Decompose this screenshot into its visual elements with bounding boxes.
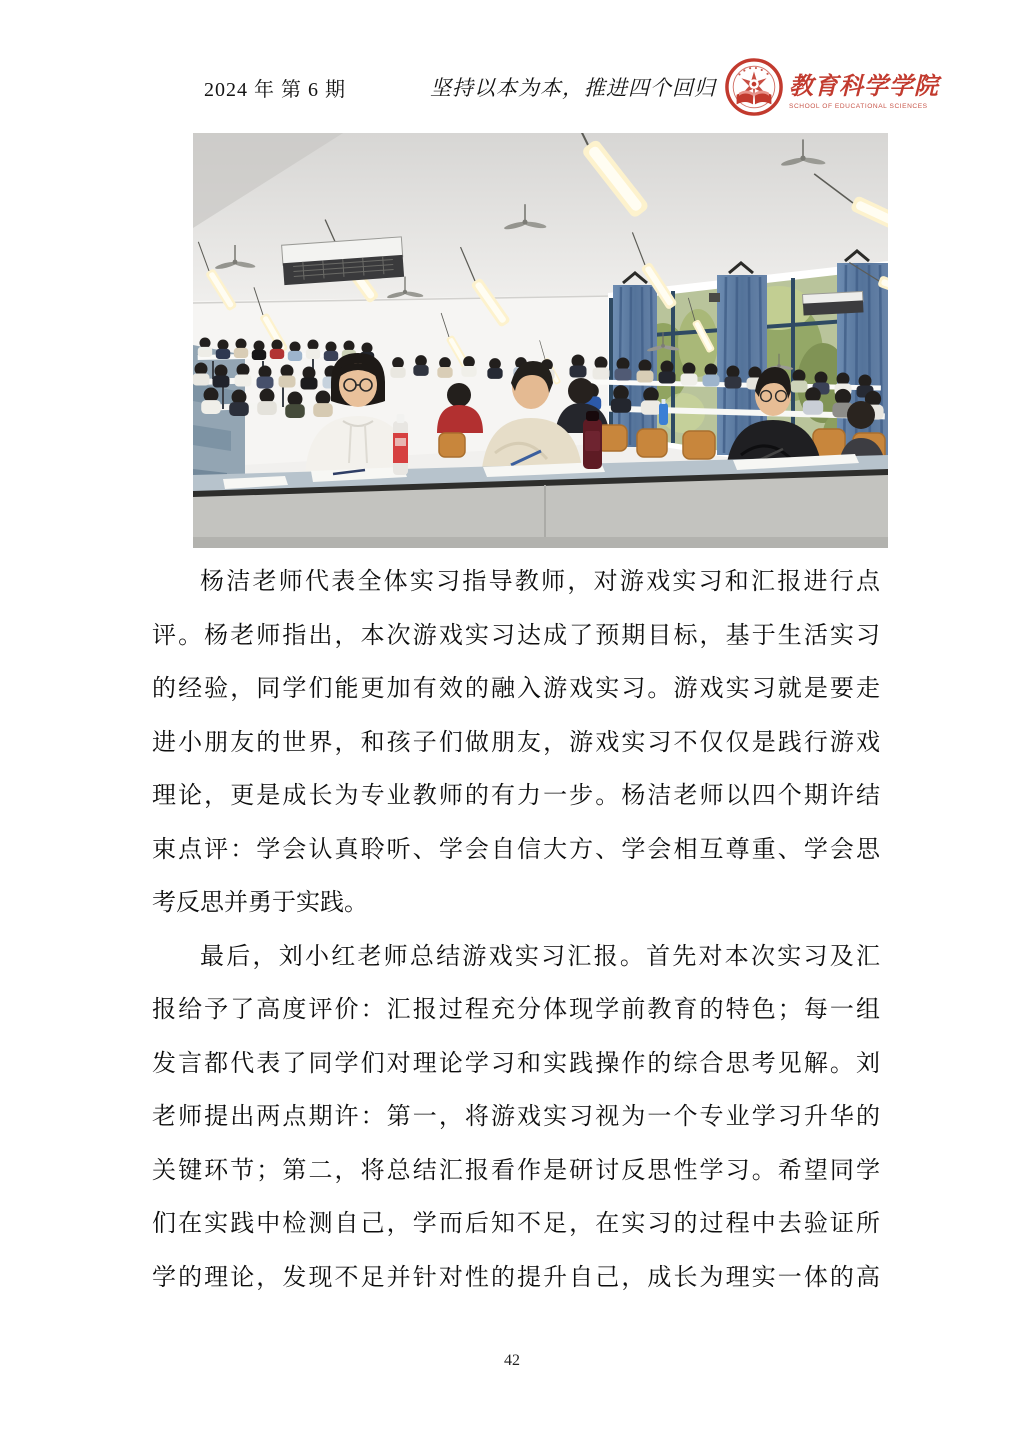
text-line: 老师提出两点期许：第一，将游戏实习视为一个专业学习升华的 — [152, 1104, 880, 1130]
text-line: 杨洁老师代表全体实习指导教师，对游戏实习和汇报进行点 — [200, 569, 880, 595]
thermos-bottle — [583, 411, 602, 469]
text-line: 的经验，同学们能更加有效的融入游戏实习。游戏实习就是要走 — [152, 676, 880, 702]
text-line: 束点评：学会认真聆听、学会自信大方、学会相互尊重、学会思 — [152, 836, 880, 863]
text-line: 评。杨老师指出，本次游戏实习达成了预期目标，基于生活实习 — [152, 622, 880, 649]
article-body — [152, 556, 880, 1305]
water-bottle — [393, 414, 408, 475]
school-emblem-icon — [725, 58, 783, 116]
text-line: 发言都代表了同学们对理论学习和实践操作的综合思考见解。刘 — [152, 1050, 880, 1077]
text-line: 考反思并勇于实践。 — [152, 890, 368, 916]
issue-label: 2024 年 第 6 期 — [204, 79, 346, 101]
text-line: 学的理论，发现不足并针对性的提升自己，成长为理实一体的高 — [152, 1264, 880, 1291]
text-line: 最后，刘小红老师总结游戏实习汇报。首先对本次实习及汇 — [200, 943, 880, 970]
wall-speaker — [709, 293, 720, 302]
logo-subtitle: SCHOOL OF EDUCATIONAL SCIENCES — [789, 103, 928, 110]
text-line: 们在实践中检测自己，学而后知不足，在实习的过程中去验证所 — [152, 1211, 880, 1237]
text-line: 理论，更是成长为专业教师的有力一步。杨洁老师以四个期许结 — [152, 783, 880, 809]
text-line: 报给予了高度评价：汇报过程充分体现学前教育的特色；每一组 — [152, 997, 880, 1023]
ac-unit — [282, 237, 404, 285]
classroom-photo — [193, 133, 888, 548]
ac-unit — [803, 291, 864, 315]
text-line: 关键环节；第二，将总结汇报看作是研讨反思性学习。希望同学 — [152, 1157, 880, 1184]
header-motto: 坚持以本为本，推进四个回归 — [430, 76, 716, 100]
paragraph — [152, 556, 880, 931]
logo-title: 教育科学学院 — [789, 74, 939, 100]
text-line: 进小朋友的世界，和孩子们做朋友，游戏实习不仅仅是践行游戏 — [152, 729, 880, 756]
page-number: 42 — [504, 1352, 520, 1369]
paragraph — [152, 931, 880, 1306]
school-logo — [725, 56, 939, 118]
